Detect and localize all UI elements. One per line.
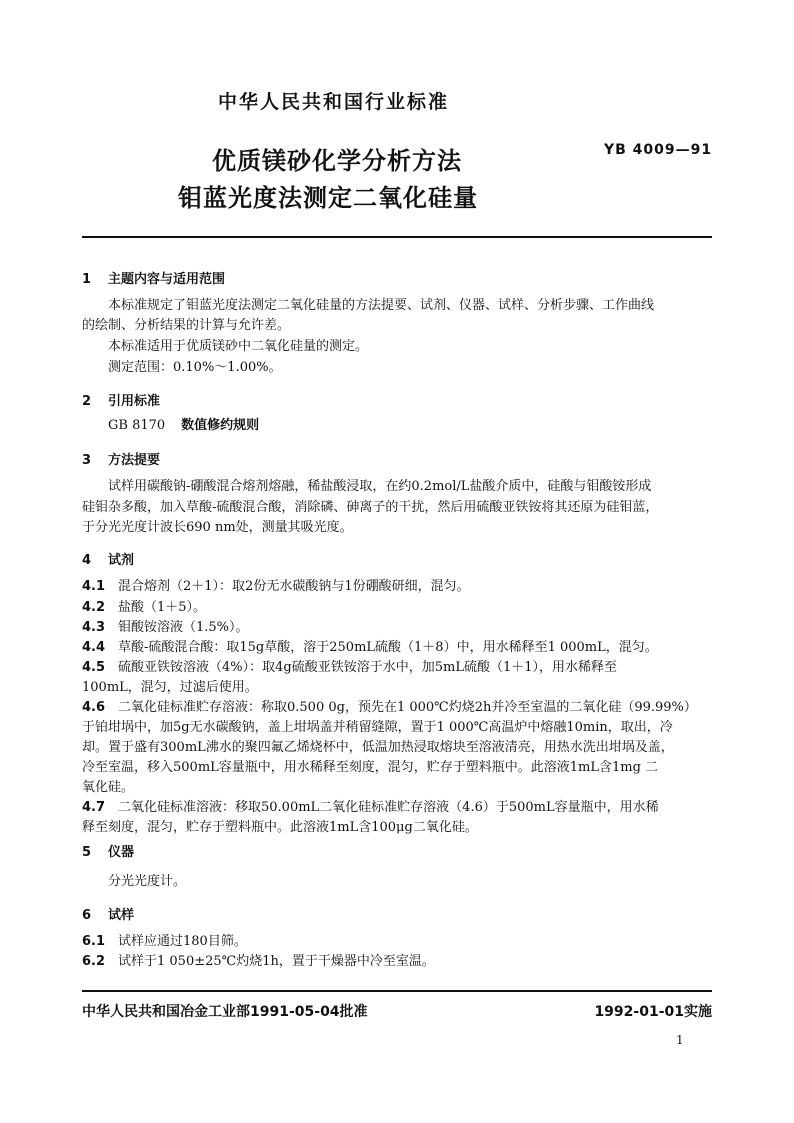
clause-number: 6.1 [82, 934, 106, 949]
clause-continuation: 100mL，混匀，过滤后使用。 [82, 680, 258, 695]
clause-4-5 [82, 658, 617, 678]
section-number: 5 [82, 845, 92, 860]
section-6-heading [82, 904, 134, 923]
section-number: 2 [82, 394, 92, 409]
header-rule [82, 236, 712, 238]
section-1-heading [82, 268, 225, 287]
title-line-2: 钼蓝光度法测定二氧化硅量 [178, 184, 478, 212]
clause-4-3 [82, 618, 249, 638]
clause-4-2 [82, 598, 206, 618]
clause-continuation: 却。置于盛有300mL沸水的聚四氟乙烯烧杯中，低温加热浸取熔块至溶液清亮，用热水洗出坩埚及盖， [82, 740, 674, 755]
section-number: 6 [82, 908, 92, 923]
clause-number: 4.6 [82, 700, 106, 715]
clause-text: 二氧化硅标准贮存溶液：称取0.500 0g，预先在1 000℃灼烧2h并冷至室温的二氧化硅（99.99%） [118, 700, 697, 715]
clause-text: 二氧化硅标准溶液：移取50.00mL二氧化硅标准贮存溶液（4.6）于500mL容量瓶中，用水稀 [118, 800, 659, 815]
clause-number: 6.2 [82, 954, 106, 969]
clause-text: 硫酸亚铁铵溶液（4%）：取4g硫酸亚铁铵溶于水中，加5mL硫酸（1＋1），用水稀释至 [118, 660, 617, 675]
paragraph-line: 测定范围：0.10%～1.00%。 [108, 360, 282, 375]
clause-text: 试样应通过180目筛。 [118, 934, 247, 949]
clause-continuation: 冷至室温，移入500mL容量瓶中，用水稀释至刻度，混匀，贮存于塑料瓶中。此溶液1mL含1mg 二 [82, 760, 659, 775]
clause-number: 4.7 [82, 800, 106, 815]
reference-code: GB 8170 [108, 418, 166, 433]
reference-title: 数值修约规则 [181, 418, 260, 433]
section-2-heading [82, 390, 160, 409]
clause-text: 盐酸（1＋5）。 [118, 600, 207, 615]
clause-number: 4.1 [82, 579, 106, 594]
clause-4-6 [82, 698, 697, 718]
section-title: 主题内容与适用范围 [108, 272, 226, 287]
implementation-date: 1992-01-01实施 [594, 1004, 712, 1020]
section-number: 1 [82, 272, 92, 287]
clause-6-2 [82, 952, 435, 972]
section-number: 3 [82, 453, 92, 468]
clause-text: 钼酸铵溶液（1.5%）。 [118, 620, 249, 635]
paragraph-line: 硅钼杂多酸，加入草酸-硫酸混合酸，消除磷、砷离子的干扰，然后用硫酸亚铁铵将其还原为硅钼蓝， [82, 500, 659, 515]
clause-text: 草酸-硫酸混合酸：取15g草酸，溶于250mL硫酸（1＋8）中，用水稀释至1 000mL，混匀。 [118, 640, 658, 655]
section-title: 方法提要 [108, 453, 161, 468]
paragraph-line: 分光光度计。 [108, 874, 187, 889]
section-title: 引用标准 [108, 394, 161, 409]
clause-number: 4.2 [82, 600, 106, 615]
title-line-1: 优质镁砂化学分析方法 [212, 147, 462, 175]
clause-text: 混合熔剂（2＋1）：取2份无水碳酸钠与1份硼酸研细，混匀。 [118, 579, 470, 594]
section-number: 4 [82, 553, 92, 568]
clause-number: 4.3 [82, 620, 106, 635]
paragraph-line: 的绘制、分析结果的计算与允许差。 [82, 318, 291, 333]
clause-6-1 [82, 932, 247, 952]
section-title: 仪器 [108, 845, 135, 860]
paragraph-line: 本标准规定了钼蓝光度法测定二氧化硅量的方法提要、试剂、仪器、试样、分析步骤、工作曲线 [108, 298, 655, 313]
paragraph-line: 试样用碳酸钠-硼酸混合熔剂熔融，稀盐酸浸取，在约0.2mol/L盐酸介质中，硅酸与钼酸铵形成 [108, 479, 652, 494]
approval-line: 中华人民共和国冶金工业部1991-05-04批准 [82, 1004, 368, 1020]
clause-continuation: 于铂坩埚中，加5g无水碳酸钠，盖上坩埚盖并稍留缝隙，置于1 000℃高温炉中熔融10min，取出，冷 [82, 720, 673, 735]
clause-number: 4.5 [82, 660, 106, 675]
standard-code: YB 4009—91 [604, 142, 713, 158]
footer-rule [82, 990, 712, 992]
clause-4-1 [82, 577, 470, 597]
paragraph-line: 本标准适用于优质镁砂中二氧化硅量的测定。 [108, 339, 369, 354]
clause-number: 4.4 [82, 640, 106, 655]
clause-4-4 [82, 638, 658, 658]
paragraph-line: 于分光光度计波长690 nm处，测量其吸光度。 [82, 520, 353, 535]
clause-continuation: 释至刻度，混匀，贮存于塑料瓶中。此溶液1mL含100μg二氧化硅。 [82, 820, 478, 835]
clause-continuation: 氧化硅。 [82, 780, 135, 795]
clause-4-7 [82, 798, 659, 818]
reference-entry [108, 416, 259, 436]
section-title: 试样 [108, 908, 135, 923]
section-3-heading [82, 449, 160, 468]
section-5-heading [82, 841, 134, 860]
clause-text: 试样于1 050±25℃灼烧1h，置于干燥器中冷至室温。 [118, 954, 435, 969]
section-title: 试剂 [108, 553, 135, 568]
industry-standard-heading: 中华人民共和国行业标准 [218, 91, 450, 113]
section-4-heading [82, 549, 134, 568]
page-number: 1 [676, 1033, 684, 1047]
